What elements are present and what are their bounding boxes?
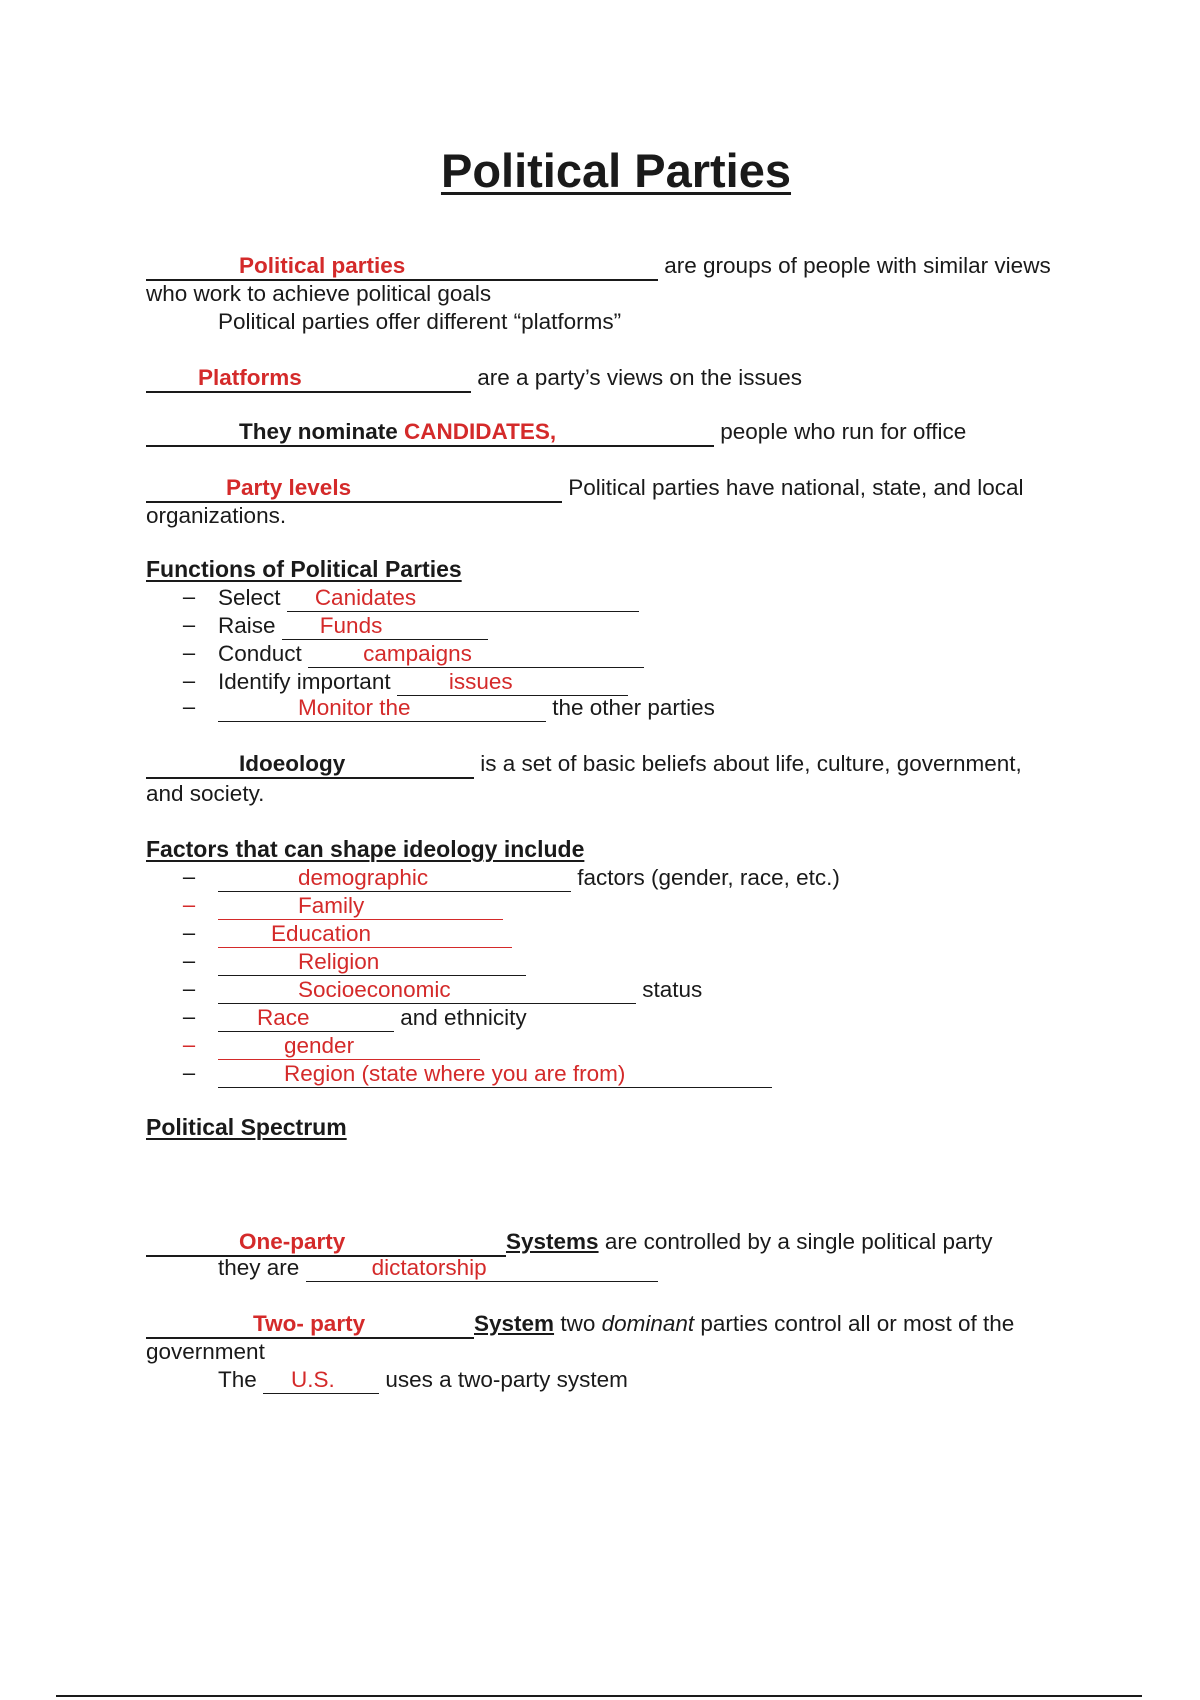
answer-ideology: Idoeology	[239, 751, 346, 776]
factor-answer: gender	[284, 1033, 355, 1058]
factor-answer: Race	[257, 1005, 310, 1030]
candidates-prefix: They nominate	[239, 419, 405, 444]
two-party-text-post: parties control all or most of the	[694, 1311, 1015, 1336]
factor-answer: Religion	[298, 949, 380, 974]
factor-post: status	[642, 977, 703, 1002]
factor-answer: Socioeconomic	[298, 977, 451, 1002]
def-one-party	[146, 1228, 993, 1257]
two-party-sub-pre: The	[218, 1367, 257, 1392]
two-party-text-pre: two	[560, 1311, 602, 1336]
function-answer: issues	[448, 669, 513, 694]
one-party-sub-blank	[306, 1255, 658, 1282]
def-parties-note: Political parties offer different “platforms”	[218, 309, 622, 334]
blank-two-party	[146, 1311, 474, 1339]
def-ideology-text: is a set of basic beliefs about life, culture, government,	[480, 751, 1022, 776]
bullet-dash: –	[182, 892, 196, 917]
answer-platforms: Platforms	[198, 365, 302, 390]
factor-blank	[218, 893, 503, 920]
factor-item	[218, 1060, 772, 1088]
factor-item	[218, 892, 503, 920]
factor-blank	[218, 1033, 480, 1060]
def-candidates	[146, 418, 966, 447]
blank-candidates	[146, 419, 714, 447]
answer-parties: Political parties	[239, 253, 406, 278]
answer-us: U.S.	[291, 1367, 335, 1392]
factor-item	[218, 1004, 527, 1032]
bullet-dash: –	[182, 640, 196, 665]
answer-levels: Party levels	[226, 475, 352, 500]
one-party-label: Systems	[506, 1229, 599, 1254]
def-parties-text: are groups of people with similar views	[664, 253, 1051, 278]
page-bottom-rule	[56, 1695, 1142, 1697]
bullet-dash: –	[182, 948, 196, 973]
factor-post: factors (gender, race, etc.)	[577, 865, 840, 890]
factors-heading: Factors that can shape ideology include	[146, 836, 585, 862]
blank-parties	[146, 253, 658, 281]
one-party-text: are controlled by a single political party	[604, 1229, 993, 1254]
factor-answer: Family	[298, 893, 365, 918]
factor-item	[218, 864, 840, 892]
blank-one-party	[146, 1229, 506, 1257]
factor-post: and ethnicity	[400, 1005, 527, 1030]
def-ideology	[146, 750, 1022, 779]
bullet-dash: –	[182, 1032, 196, 1057]
function-blank	[218, 695, 546, 722]
function-blank	[287, 585, 639, 612]
answer-two-party: Two- party	[253, 1311, 366, 1336]
factor-answer: demographic	[298, 865, 429, 890]
bullet-dash: –	[182, 920, 196, 945]
bullet-dash: –	[182, 1004, 196, 1029]
two-party-text-em: dominant	[601, 1311, 695, 1336]
answer-one-party: One-party	[239, 1229, 346, 1254]
bullet-dash: –	[182, 976, 196, 1001]
function-item	[218, 584, 639, 612]
bullet-dash: –	[182, 612, 196, 637]
blank-platforms	[146, 365, 471, 393]
def-parties	[146, 252, 1051, 281]
function-blank	[308, 641, 644, 668]
blank-levels	[146, 475, 562, 503]
blank-ideology	[146, 751, 474, 779]
factor-item	[218, 976, 702, 1004]
def-platforms	[146, 364, 802, 393]
function-answer: campaigns	[363, 641, 472, 666]
function-pre: Identify important	[218, 669, 391, 694]
two-party-cont: government	[146, 1339, 265, 1364]
page-title: Political Parties	[440, 144, 792, 197]
two-party-sub	[218, 1366, 628, 1394]
two-party-label: System	[474, 1311, 555, 1336]
spectrum-heading: Political Spectrum	[146, 1114, 347, 1140]
def-ideology-cont: and society.	[146, 781, 265, 806]
factor-blank	[218, 921, 512, 948]
def-levels	[146, 474, 1024, 503]
two-party-sub-post: uses a two-party system	[385, 1367, 628, 1392]
function-pre: Raise	[218, 613, 276, 638]
bullet-dash: –	[182, 1060, 196, 1085]
def-platforms-text: are a party’s views on the issues	[477, 365, 803, 390]
function-post: the other parties	[552, 695, 715, 720]
bullet-dash: –	[182, 694, 196, 719]
factor-blank	[218, 1061, 772, 1088]
factor-item	[218, 920, 512, 948]
factor-blank	[218, 977, 636, 1004]
functions-heading: Functions of Political Parties	[146, 556, 462, 582]
bullet-dash: –	[182, 668, 196, 693]
factor-blank	[218, 865, 571, 892]
factor-blank	[218, 949, 526, 976]
function-pre: Conduct	[218, 641, 302, 666]
def-levels-cont: organizations.	[146, 503, 287, 528]
def-candidates-text: people who run for office	[720, 419, 967, 444]
function-blank	[282, 613, 488, 640]
function-item	[218, 640, 644, 668]
factor-answer: Education	[271, 921, 372, 946]
factor-item	[218, 948, 526, 976]
def-two-party	[146, 1310, 1014, 1339]
def-levels-text: Political parties have national, state, and local	[568, 475, 1024, 500]
function-item	[218, 612, 488, 640]
two-party-sub-blank	[263, 1367, 379, 1394]
answer-dictatorship: dictatorship	[371, 1255, 487, 1280]
bullet-dash: –	[182, 584, 196, 609]
function-blank	[397, 669, 628, 696]
function-pre: Select	[218, 585, 281, 610]
answer-candidates: CANDIDATES,	[404, 419, 557, 444]
function-answer: Monitor the	[298, 695, 411, 720]
function-answer: Canidates	[314, 585, 417, 610]
function-item	[218, 694, 715, 722]
factor-blank	[218, 1005, 394, 1032]
one-party-sub-pre: they are	[218, 1255, 300, 1280]
function-item	[218, 668, 628, 696]
bullet-dash: –	[182, 864, 196, 889]
one-party-sub	[218, 1254, 658, 1282]
factor-answer: Region (state where you are from)	[284, 1061, 626, 1086]
def-parties-cont: who work to achieve political goals	[146, 281, 492, 306]
function-answer: Funds	[319, 613, 383, 638]
factor-item	[218, 1032, 480, 1060]
